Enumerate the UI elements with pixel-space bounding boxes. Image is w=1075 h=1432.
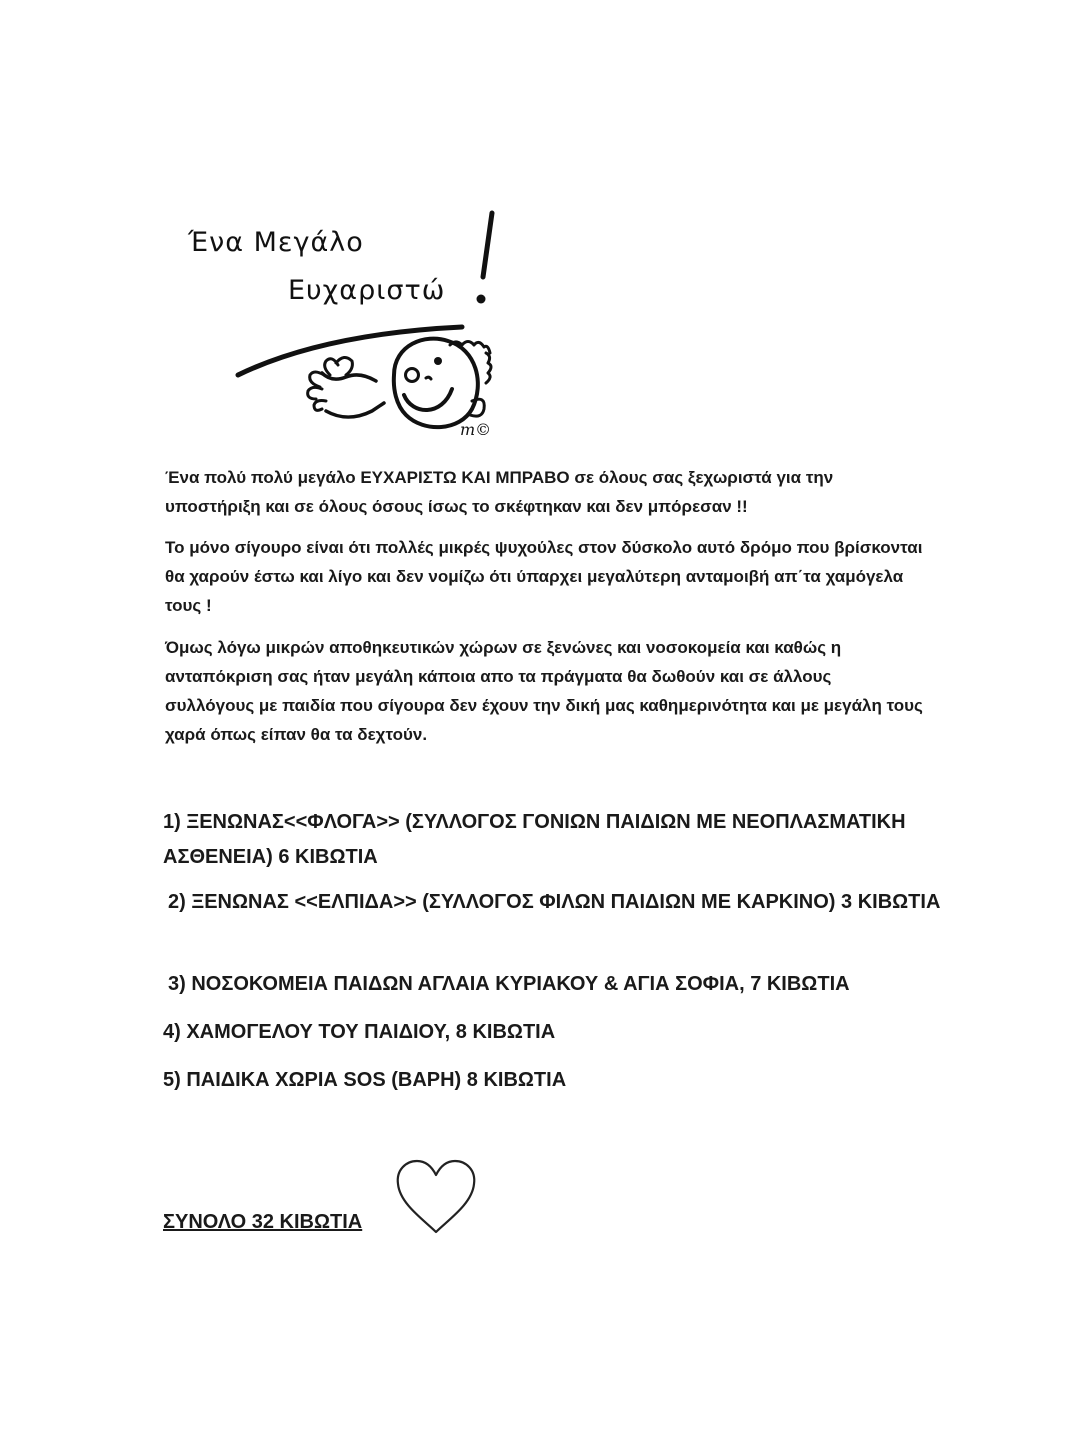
list-item: 1) ΞΕΝΩΝΑΣ<<ΦΛΟΓΑ>> (ΣΥΛΛΟΓΟΣ ΓΟΝΙΩΝ ΠΑΙΔΙΩΝ ΜΕ ΝΕΟΠΛΑΣΜΑΤΙΚΗ ΑΣΘΕΝΕΙΑ) 6 ΚΙΒΩΤΙΑ [163, 811, 906, 868]
total-boxes: ΣΥΝΟΛΟ 32 ΚΙΒΩΤΙΑ [163, 1211, 363, 1233]
paragraph-souls: Το μόνο σίγουρο είναι ότι πολλές μικρές ψυχούλες στον δύσκολο αυτό δρόμο που βρίσκονται θα χαρούν έστω και λίγο και δεν νομίζω ότι ύπαρχει μεγαλύτερη ανταμοιβή απ΄τα χαμόγελα τους ! [165, 538, 923, 615]
thank-you-logo [180, 205, 520, 445]
list-item: 3) ΝΟΣΟΚΟΜΕΙΑ ΠΑΙΔΩΝ ΑΓΛΑΙΑ ΚΥΡΙΑΚΟΥ & ΑΓΙΑ ΣΟΦΙΑ, 7 ΚΙΒΩΤΙΑ [168, 973, 850, 995]
logo-text-line1: Ένα Μεγάλο [188, 227, 364, 258]
smiley-waving-icon [180, 205, 520, 445]
paragraph-storage: Όμως λόγω μικρών αποθηκευτικών χώρων σε ξενώνες και νοσοκομεία και καθώς η ανταπόκριση σας ήταν μεγάλη κάποια απο τα πράγματα θα δωθούν και σε άλλους συλλόγους με παιδία που σίγουρα δεν έχουν την δική μας καθημερινότητα και με μεγάλη τους χαρά όπως είπαν θα τα δεχτούν. [165, 638, 923, 744]
heart-outline-icon [394, 1158, 478, 1236]
logo-signature: m© [460, 420, 492, 439]
list-item: 5) ΠΑΙΔΙΚΑ ΧΩΡΙΑ SOS (ΒΑΡΗ) 8 ΚΙΒΩΤΙΑ [163, 1069, 567, 1091]
paragraph-thanks: Ένα πολύ πολύ μεγάλο ΕΥΧΑΡΙΣΤΩ ΚΑΙ ΜΠΡΑΒΟ σε όλους σας ξεχωριστά για την υποστήριξη και σε όλους όσους ίσως το σκέφτηκαν και δεν μπόρεσαν !! [165, 468, 834, 516]
list-item: 2) ΞΕΝΩΝΑΣ <<ΕΛΠΙΔΑ>> (ΣΥΛΛΟΓΟΣ ΦΙΛΩΝ ΠΑΙΔΙΩΝ ΜΕ ΚΑΡΚΙΝΟ) 3 ΚΙΒΩΤΙΑ [168, 891, 941, 913]
logo-text-line2: Ευχαριστώ [288, 275, 446, 306]
list-item: 4) ΧΑΜΟΓΕΛΟΥ ΤΟΥ ΠΑΙΔΙΟΥ, 8 ΚΙΒΩΤΙΑ [163, 1021, 556, 1043]
